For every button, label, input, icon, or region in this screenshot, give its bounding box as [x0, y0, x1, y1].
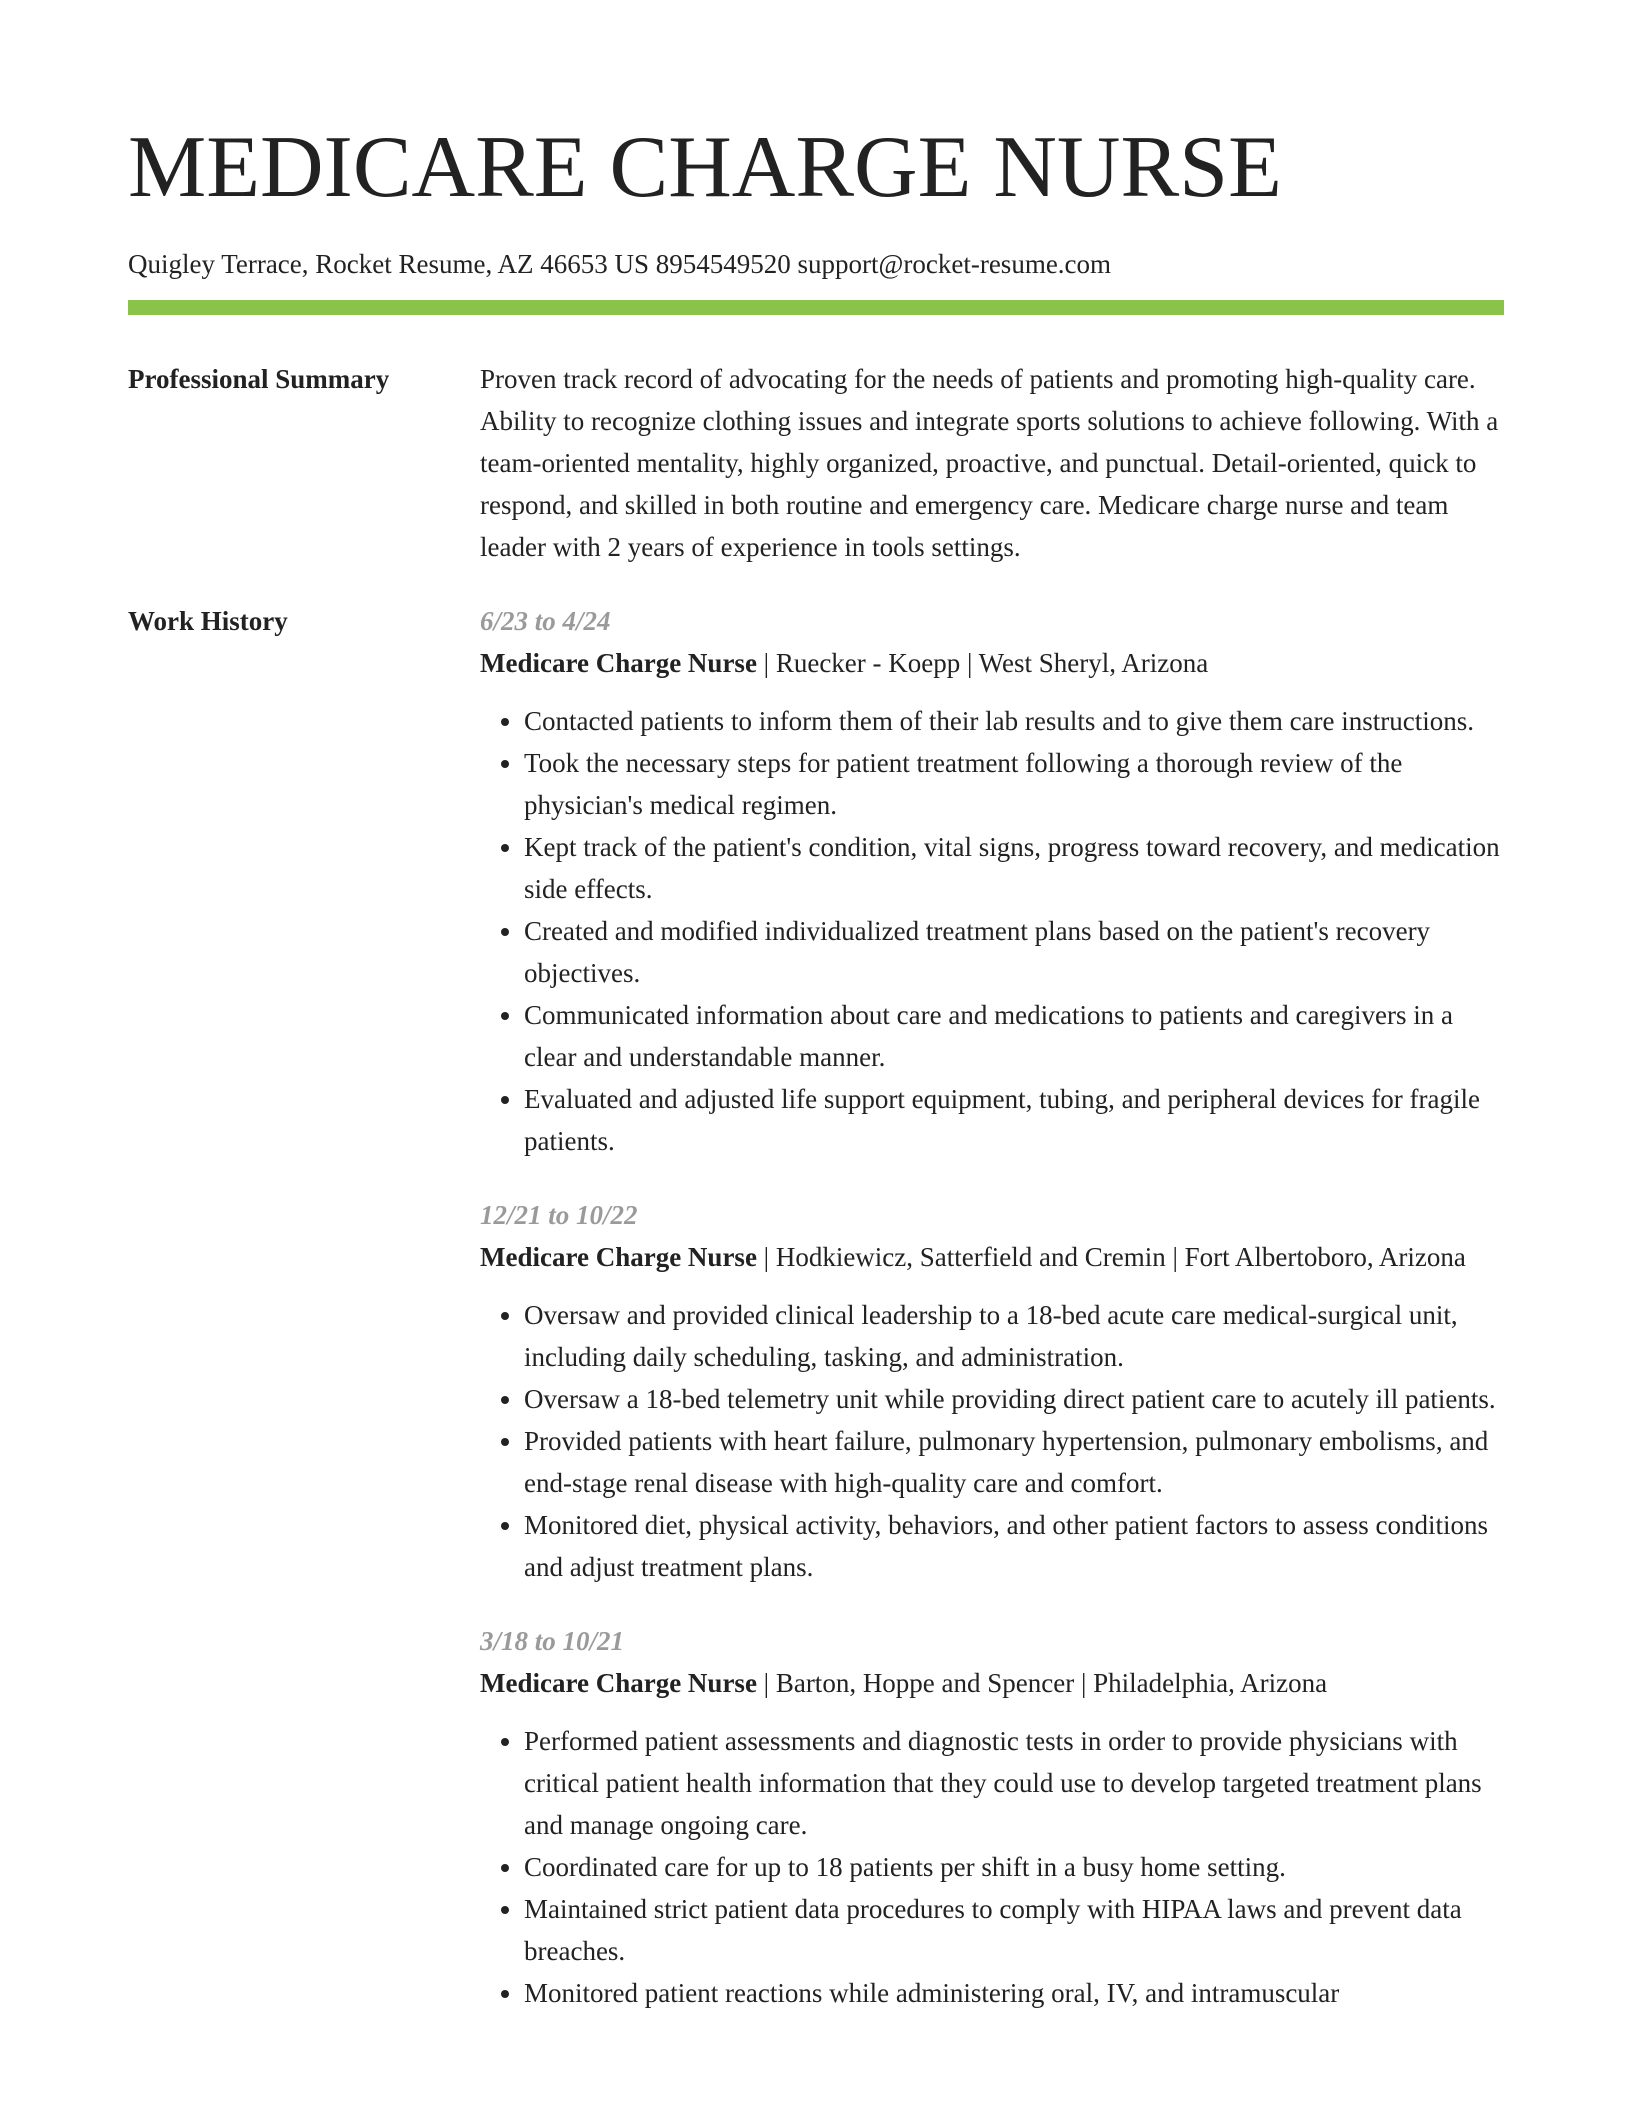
contact-address: Quigley Terrace, Rocket Resume, AZ 46653 US [128, 249, 650, 279]
job-dates: 6/23 to 4/24 [480, 606, 611, 636]
job-entry [480, 600, 1504, 1162]
job-title-line [480, 1236, 1504, 1278]
accent-divider [128, 300, 1504, 315]
job-bullet: • Communicated information about care and medications to patients and caregivers in a clear and understandable manner. [524, 994, 1504, 1078]
job-bullet: • Provided patients with heart failure, pulmonary hypertension, pulmonary embolisms, and end-stage renal disease with high-quality care and comfort. [524, 1420, 1504, 1504]
job-bullet: • Evaluated and adjusted life support equipment, tubing, and peripheral devices for fragile patients. [524, 1078, 1504, 1162]
job-title: Medicare Charge Nurse [480, 1242, 757, 1272]
summary-text: Proven track record of advocating for the needs of patients and promoting high-quality care. Ability to recognize clothing issues and integrate sports solutions to achieve following. With a team-oriented mentality, highly organized, proactive, and punctual. Detail-oriented, quick to respond, and skilled in both routine and emergency care. Medicare charge nurse and team leader with 2 years of experience in tools settings. [480, 364, 1499, 562]
section-label-summary: Professional Summary [128, 364, 390, 394]
job-entry [480, 1194, 1504, 1588]
job-bullet: • Oversaw and provided clinical leadership to a 18-bed acute care medical-surgical unit, including daily scheduling, tasking, and administration. [524, 1294, 1504, 1378]
contact-email: support@rocket-resume.com [797, 249, 1112, 279]
resume-name-heading: MEDICARE CHARGE NURSE [128, 119, 1282, 216]
professional-summary-section [128, 358, 1504, 568]
job-employer-location: | Barton, Hoppe and Spencer | Philadelphia, Arizona [756, 1668, 1328, 1698]
job-title-line [480, 642, 1504, 684]
job-bullet: • Oversaw a 18-bed telemetry unit while providing direct patient care to acutely ill patients. [524, 1378, 1504, 1420]
job-bullet: • Maintained strict patient data procedures to comply with HIPAA laws and prevent data breaches. [524, 1888, 1504, 1972]
job-title: Medicare Charge Nurse [480, 1668, 757, 1698]
job-bullet: • Contacted patients to inform them of their lab results and to give them care instructions. [524, 700, 1504, 742]
contact-phone: 8954549520 [655, 249, 791, 279]
job-bullet: • Performed patient assessments and diagnostic tests in order to provide physicians with critical patient health information that they could use to develop targeted treatment plans and manage ongoing care. [524, 1720, 1504, 1846]
job-title: Medicare Charge Nurse [480, 648, 757, 678]
job-dates: 3/18 to 10/21 [480, 1626, 625, 1656]
job-bullet: • Coordinated care for up to 18 patients per shift in a busy home setting. [524, 1846, 1504, 1888]
work-history-section [128, 600, 1504, 2014]
job-bullet-list [480, 700, 1504, 1162]
job-bullet: • Monitored patient reactions while administering oral, IV, and intramuscular [524, 1972, 1504, 2014]
job-bullet: • Created and modified individualized treatment plans based on the patient's recovery objectives. [524, 910, 1504, 994]
job-title-line [480, 1662, 1504, 1704]
job-bullet-list [480, 1294, 1504, 1588]
resume-page [128, 0, 1504, 2046]
summary-body [480, 358, 1504, 568]
job-bullet: • Monitored diet, physical activity, behaviors, and other patient factors to assess conditions and adjust treatment plans. [524, 1504, 1504, 1588]
job-entry [480, 1620, 1504, 2014]
job-bullet: • Took the necessary steps for patient treatment following a thorough review of the physician's medical regimen. [524, 742, 1504, 826]
job-bullet: • Kept track of the patient's condition, vital signs, progress toward recovery, and medication side effects. [524, 826, 1504, 910]
job-employer-location: | Ruecker - Koepp | West Sheryl, Arizona [756, 648, 1209, 678]
job-dates: 12/21 to 10/22 [480, 1200, 638, 1230]
work-history-body [480, 600, 1504, 2014]
job-employer-location: | Hodkiewicz, Satterfield and Cremin | Fort Albertoboro, Arizona [756, 1242, 1466, 1272]
job-bullet-list [480, 1720, 1504, 2014]
contact-line [128, 246, 1504, 282]
section-label-work-history: Work History [128, 606, 288, 636]
